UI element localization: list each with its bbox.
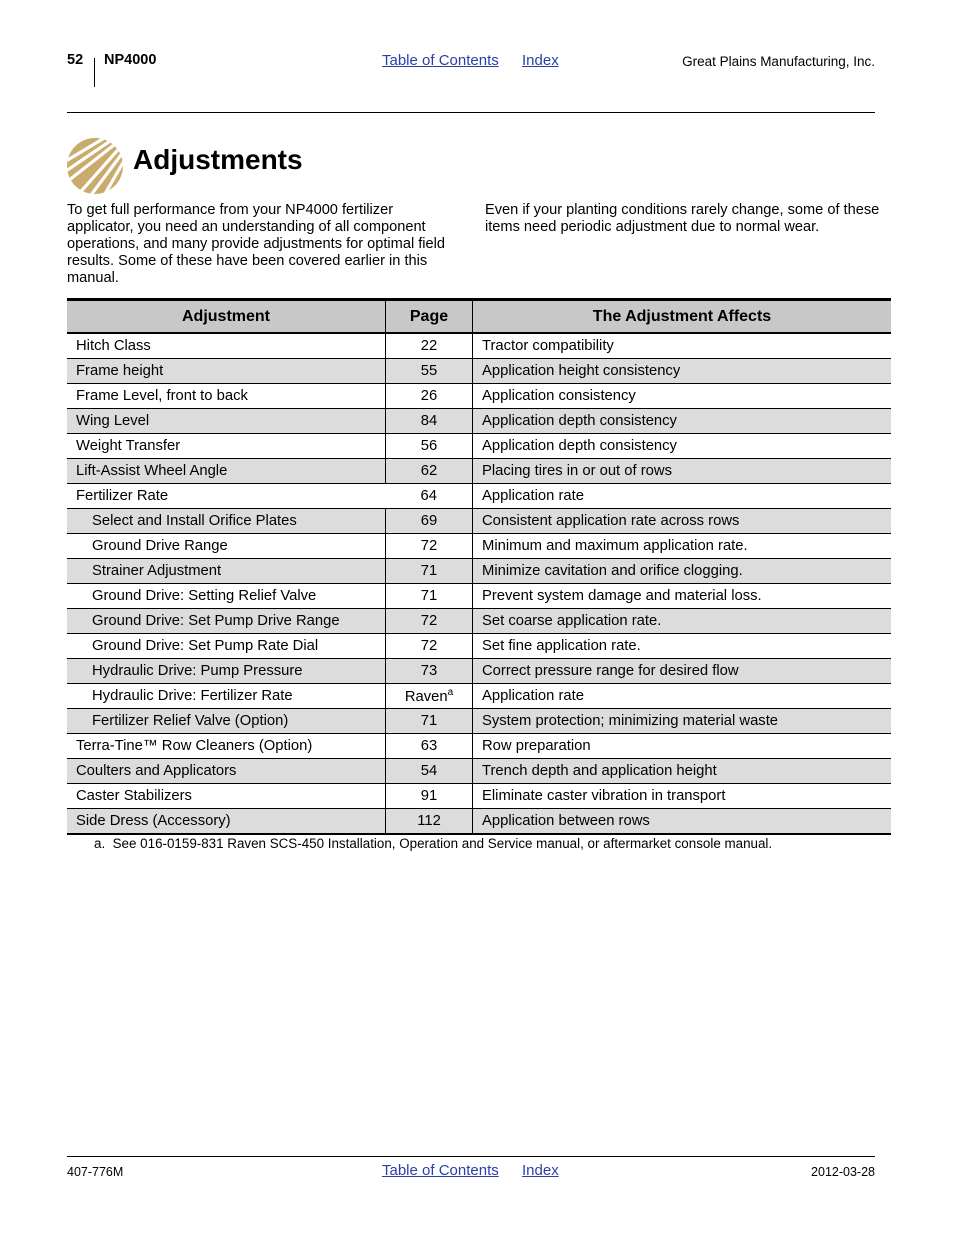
page-cell: 91 xyxy=(386,784,473,809)
page-cell: 71 xyxy=(386,709,473,734)
page-number: 52 xyxy=(67,52,84,68)
table-row xyxy=(67,409,891,434)
affects-cell: Eliminate caster vibration in transport xyxy=(473,784,892,809)
affects-cell: Consistent application rate across rows xyxy=(473,509,892,534)
table-row xyxy=(67,584,891,609)
adjustment-cell: Frame Level, front to back xyxy=(67,384,386,409)
intro-paragraph-right: Even if your planting conditions rarely change, some of these items need periodic adjustment due to normal wear. xyxy=(485,202,880,235)
adjustment-cell: Strainer Adjustment xyxy=(67,559,386,584)
adjustment-cell: Wing Level xyxy=(67,409,386,434)
adjustment-cell: Hitch Class xyxy=(67,333,386,359)
affects-cell: Application rate xyxy=(473,684,892,709)
table-row xyxy=(67,709,891,734)
adjustment-cell: Ground Drive: Set Pump Rate Dial xyxy=(67,634,386,659)
affects-cell: Application between rows xyxy=(473,809,892,835)
table-row xyxy=(67,459,891,484)
table-of-contents-link[interactable]: Table of Contents xyxy=(382,52,499,69)
page-cell: 72 xyxy=(386,609,473,634)
page-cell: 64 xyxy=(386,484,473,509)
index-link[interactable]: Index xyxy=(522,1162,559,1179)
table-footnote xyxy=(94,836,772,851)
table-row xyxy=(67,384,891,409)
table-row xyxy=(67,759,891,784)
table-row xyxy=(67,484,891,509)
header-divider xyxy=(94,58,95,87)
page-cell: 73 xyxy=(386,659,473,684)
company-name: Great Plains Manufacturing, Inc. xyxy=(682,54,875,69)
adjustment-cell: Fertilizer Rate xyxy=(67,484,386,509)
adjustment-cell: Ground Drive: Set Pump Drive Range xyxy=(67,609,386,634)
affects-cell: Minimum and maximum application rate. xyxy=(473,534,892,559)
page-cell: 84 xyxy=(386,409,473,434)
page-cell: 71 xyxy=(386,559,473,584)
page-cell xyxy=(386,684,473,709)
affects-cell: Placing tires in or out of rows xyxy=(473,459,892,484)
page-cell: 69 xyxy=(386,509,473,534)
affects-cell: Application consistency xyxy=(473,384,892,409)
affects-cell: Correct pressure range for desired flow xyxy=(473,659,892,684)
intro-paragraph-left: To get full performance from your NP4000 fertilizer applicator, you need an understanding of all component operations, and many provide adjustments for optimal field results. Some of these have been covered earlier in this manual. xyxy=(67,202,446,286)
page-cell: 55 xyxy=(386,359,473,384)
adjustment-cell: Side Dress (Accessory) xyxy=(67,809,386,835)
affects-cell: Tractor compatibility xyxy=(473,333,892,359)
table-row xyxy=(67,609,891,634)
adjustment-cell: Weight Transfer xyxy=(67,434,386,459)
adjustments-table xyxy=(67,298,891,835)
page-cell: 22 xyxy=(386,333,473,359)
affects-cell: Row preparation xyxy=(473,734,892,759)
great-plains-logo-icon xyxy=(66,137,124,195)
affects-cell: Application rate xyxy=(473,484,892,509)
affects-cell: System protection; minimizing material waste xyxy=(473,709,892,734)
affects-cell: Application height consistency xyxy=(473,359,892,384)
affects-cell: Set fine application rate. xyxy=(473,634,892,659)
table-row xyxy=(67,684,891,709)
adjustment-cell: Frame height xyxy=(67,359,386,384)
table-row xyxy=(67,784,891,809)
document-id: 407-776M xyxy=(67,1165,124,1179)
table-row xyxy=(67,359,891,384)
adjustment-cell: Lift-Assist Wheel Angle xyxy=(67,459,386,484)
page-cell: 54 xyxy=(386,759,473,784)
footnote-label: a. xyxy=(94,836,106,851)
adjustment-cell: Caster Stabilizers xyxy=(67,784,386,809)
column-header-adjustment: Adjustment xyxy=(67,300,386,334)
affects-cell: Application depth consistency xyxy=(473,409,892,434)
document-date: 2012-03-28 xyxy=(811,1165,875,1179)
page-cell: 56 xyxy=(386,434,473,459)
model-name: NP4000 xyxy=(104,52,157,68)
table-of-contents-link[interactable]: Table of Contents xyxy=(382,1162,499,1179)
header-rule xyxy=(67,112,875,113)
section-title: Adjustments xyxy=(133,144,303,175)
affects-cell: Trench depth and application height xyxy=(473,759,892,784)
adjustment-cell: Coulters and Applicators xyxy=(67,759,386,784)
footnote-text: See 016-0159-831 Raven SCS-450 Installation, Operation and Service manual, or aftermarket console manual. xyxy=(112,836,773,851)
page-raven-text: Raven xyxy=(404,688,448,705)
table-row xyxy=(67,333,891,359)
affects-cell: Application depth consistency xyxy=(473,434,892,459)
page-cell: 72 xyxy=(386,634,473,659)
page-cell: 63 xyxy=(386,734,473,759)
column-header-page: Page xyxy=(386,300,473,334)
page-cell: 71 xyxy=(386,584,473,609)
adjustment-cell: Ground Drive: Setting Relief Valve xyxy=(67,584,386,609)
table-row xyxy=(67,659,891,684)
table-row xyxy=(67,734,891,759)
table-row xyxy=(67,634,891,659)
adjustment-cell: Hydraulic Drive: Pump Pressure xyxy=(67,659,386,684)
table-row xyxy=(67,559,891,584)
index-link[interactable]: Index xyxy=(522,52,559,69)
adjustment-cell: Select and Install Orifice Plates xyxy=(67,509,386,534)
adjustment-cell: Ground Drive Range xyxy=(67,534,386,559)
footer-rule xyxy=(67,1156,875,1157)
affects-cell: Set coarse application rate. xyxy=(473,609,892,634)
column-header-affects: The Adjustment Affects xyxy=(473,300,892,334)
table-row xyxy=(67,509,891,534)
page-cell: 72 xyxy=(386,534,473,559)
table-row xyxy=(67,434,891,459)
table-header-row xyxy=(67,300,891,334)
page-cell: 112 xyxy=(386,809,473,835)
adjustment-cell: Terra-Tine™ Row Cleaners (Option) xyxy=(67,734,386,759)
adjustment-cell: Hydraulic Drive: Fertilizer Rate xyxy=(67,684,386,709)
affects-cell: Minimize cavitation and orifice clogging. xyxy=(473,559,892,584)
page-cell: 26 xyxy=(386,384,473,409)
page-cell: 62 xyxy=(386,459,473,484)
affects-cell: Prevent system damage and material loss. xyxy=(473,584,892,609)
footnote-marker: a xyxy=(447,687,454,699)
table-row xyxy=(67,809,891,835)
table-row xyxy=(67,534,891,559)
adjustment-cell: Fertilizer Relief Valve (Option) xyxy=(67,709,386,734)
